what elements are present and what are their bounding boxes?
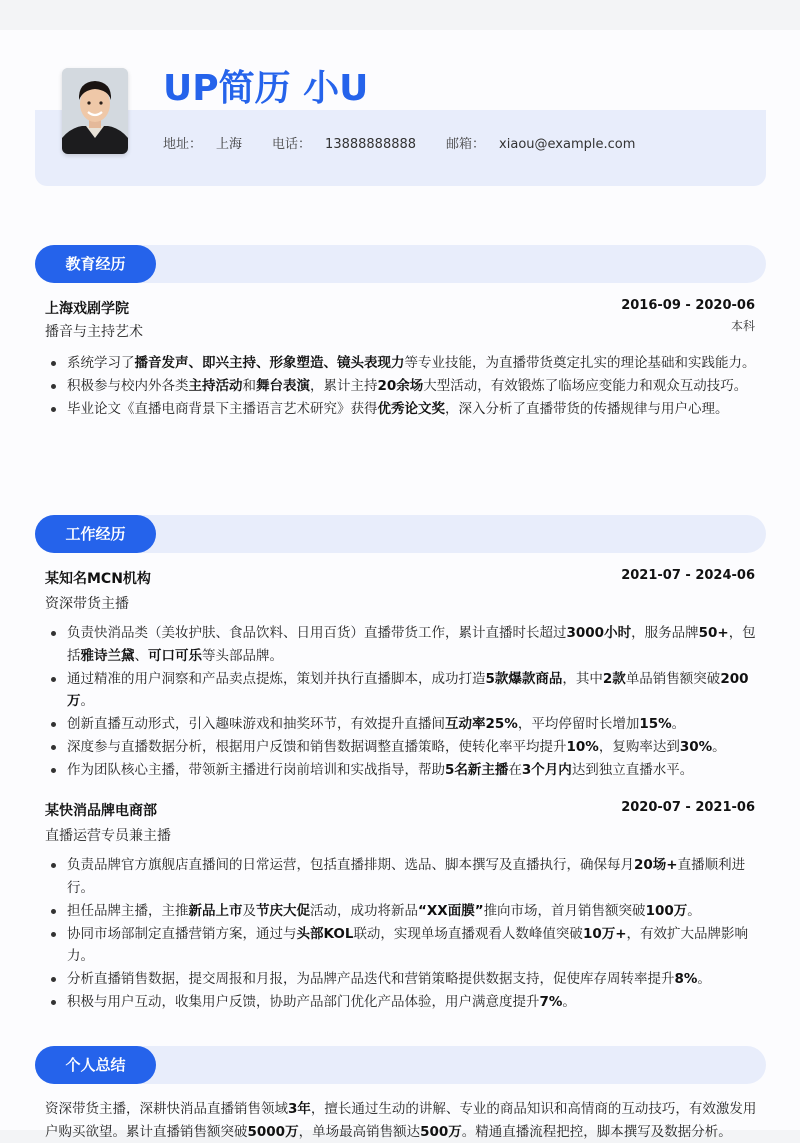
- body-text: ，复购率达到: [598, 739, 680, 755]
- bullet-item: [45, 375, 757, 398]
- bullet-item: [45, 968, 757, 991]
- body-text: 担任品牌主播，主推: [67, 902, 189, 919]
- phone-label: 电话：: [272, 137, 312, 152]
- bullet-item: [45, 352, 757, 375]
- highlight-text: 10%: [566, 739, 599, 755]
- body-text: 系统学习了: [67, 355, 135, 371]
- highlight-text: 舞台表演: [256, 378, 310, 394]
- body-text: 、: [134, 647, 148, 664]
- contact-info: [163, 133, 635, 152]
- body-text: 通过精准的用户洞察和产品卖点提炼，策划并执行直播脚本，成功打造: [67, 670, 486, 687]
- highlight-text: 5款爆款商品: [485, 670, 563, 687]
- body-text: 分析直播销售数据，提交周报和月报，为品牌产品迭代和营销策略提供数据支持，促使库存周转率提升: [67, 971, 675, 987]
- body-text: ，深入分析了直播带货的传播规律与用户心理。: [445, 401, 729, 417]
- highlight-text: 10万+: [582, 925, 627, 942]
- body-text: 及: [242, 902, 256, 919]
- highlight-text: 互动率25%: [445, 716, 518, 732]
- body-text: 负责品牌官方旗舰店直播间的日常运营，包括直播排期、选品、脚本撰写及直播执行，确保每月: [67, 857, 634, 873]
- highlight-text: 8%: [674, 971, 698, 987]
- body-text: 。精通直播流程把控，脚本撰写及数据分析。: [461, 1123, 732, 1140]
- job-date: 2021-07 - 2024-06: [621, 568, 755, 583]
- body-text: 等专业技能，为直播带货奠定扎实的理论基础和实践能力。: [404, 355, 756, 371]
- highlight-text: 3个月内: [521, 762, 572, 778]
- job-date: 2020-07 - 2021-06: [621, 800, 755, 815]
- highlight-text: 100万: [645, 902, 688, 919]
- highlight-text: 3年: [288, 1101, 311, 1117]
- body-text: 直播顺利进行。: [67, 857, 746, 896]
- body-text: 等头部品牌。: [202, 647, 283, 664]
- bullet-item: [45, 923, 757, 968]
- job-role: 直播运营专员兼主播: [45, 828, 171, 844]
- body-text: 联动，实现单场直播观看人数峰值突破: [353, 925, 583, 942]
- body-text: 和: [242, 378, 256, 394]
- email-value: xiaou@example.com: [499, 137, 636, 152]
- job-bullets: [45, 854, 757, 1014]
- job-company: 某快消品牌电商部: [45, 803, 157, 819]
- avatar: [62, 68, 128, 154]
- bullet-item: [45, 622, 757, 667]
- body-text: 达到独立直播水平。: [571, 762, 694, 778]
- body-text: 积极与用户互动，收集用户反馈，协助产品部门优化产品体验，用户满意度提升: [67, 994, 540, 1010]
- body-text: 大型活动，有效锻炼了临场应变能力和观众互动技巧。: [423, 378, 748, 394]
- body-text: 推向市场，首月销售额突破: [483, 902, 646, 919]
- summary-section-title: 个人总结: [35, 1046, 156, 1084]
- bullet-item: [45, 854, 757, 899]
- bullet-item: [45, 991, 757, 1014]
- highlight-text: 200万: [67, 670, 749, 709]
- address-value: 上海: [216, 137, 243, 152]
- highlight-text: 50+: [698, 625, 729, 641]
- highlight-text: 新品上市: [188, 902, 243, 919]
- body-text: 。: [687, 902, 701, 919]
- body-text: ，其中: [562, 670, 603, 687]
- body-text: 单品销售额突破: [625, 670, 721, 687]
- highlight-text: 2款: [602, 670, 626, 687]
- degree: 本科: [730, 319, 755, 333]
- job-bullets: [45, 622, 757, 782]
- education-section-title: 教育经历: [35, 245, 156, 283]
- highlight-text: 30%: [679, 739, 713, 755]
- avatar-photo-icon: [62, 68, 128, 154]
- job-company: 某知名MCN机构: [45, 571, 151, 587]
- body-text: 。: [80, 693, 94, 709]
- resume-name: UP简历 小U: [163, 68, 369, 109]
- body-text: 协同市场部制定直播营销方案，通过与: [67, 925, 297, 942]
- body-text: ，平均停留时长增加: [517, 716, 640, 732]
- body-text: ，单场最高销售额达: [298, 1123, 421, 1140]
- bullet-item: [45, 759, 757, 782]
- highlight-text: 优秀论文奖: [377, 401, 445, 417]
- highlight-text: 可口可乐: [148, 647, 202, 664]
- body-text: 积极参与校内外各类: [67, 378, 189, 394]
- body-text: 。: [697, 971, 711, 987]
- highlight-text: 播音发声、即兴主持、形象塑造、镜头表现力: [134, 355, 405, 371]
- education-section-header: [35, 245, 766, 283]
- highlight-text: 节庆大促: [256, 902, 310, 919]
- body-text: 。: [562, 994, 576, 1010]
- highlight-text: 500万: [420, 1123, 462, 1140]
- address-label: 地址：: [163, 137, 203, 152]
- work-section-header: [35, 515, 766, 553]
- highlight-text: 雅诗兰黛: [80, 647, 135, 664]
- bullet-item: [45, 736, 757, 759]
- body-text: 活动，成功将新品: [310, 902, 418, 919]
- highlight-text: 3000小时: [566, 625, 632, 641]
- body-text: 。: [671, 716, 686, 732]
- highlight-text: 5000万: [247, 1123, 299, 1140]
- bullet-item: [45, 668, 757, 713]
- school-name: 上海戏剧学院: [45, 301, 129, 317]
- highlight-text: 15%: [639, 716, 672, 732]
- body-text: 资深带货主播，深耕快消品直播销售领域: [45, 1101, 288, 1117]
- bullet-item: [45, 713, 757, 736]
- highlight-text: 20余场: [377, 378, 424, 394]
- bullet-item: [45, 900, 757, 923]
- highlight-text: 7%: [539, 994, 563, 1010]
- body-text: 负责快消品类（美妆护肤、食品饮料、日用百货）直播带货工作，累计直播时长超过: [67, 625, 567, 641]
- highlight-text: 头部KOL: [296, 925, 354, 942]
- highlight-text: 5名新主播: [445, 762, 509, 778]
- body-text: ，有效扩大品牌影响力。: [67, 925, 749, 964]
- phone-value: 13888888888: [325, 137, 417, 152]
- education-bullets: [45, 352, 757, 421]
- summary-section-header: [35, 1046, 766, 1084]
- body-text: 。: [712, 739, 726, 755]
- body-text: 创新直播互动形式，引入趣味游戏和抽奖环节，有效提升直播间: [67, 716, 445, 732]
- body-text: ，累计主持: [310, 378, 378, 394]
- highlight-text: 主持活动: [188, 378, 243, 394]
- summary-text: [45, 1098, 757, 1143]
- major: 播音与主持艺术: [45, 324, 143, 340]
- highlight-text: “XX面膜”: [418, 902, 484, 919]
- work-section-title: 工作经历: [35, 515, 156, 553]
- body-text: 深度参与直播数据分析，根据用户反馈和销售数据调整直播策略，使转化率平均提升: [67, 739, 567, 755]
- education-date: 2016-09 - 2020-06: [621, 298, 755, 313]
- job-role: 资深带货主播: [45, 596, 129, 612]
- body-text: ，擅长通过生动的讲解、专业的商品知识和高情商的互动技巧，有效激发用户购买欲望。累计直播销售额突破: [45, 1101, 757, 1140]
- body-text: 毕业论文《直播电商背景下主播语言艺术研究》获得: [67, 401, 378, 417]
- body-text: 作为团队核心主播，带领新主播进行岗前培训和实战指导，帮助: [67, 762, 445, 778]
- email-label: 邮箱：: [446, 137, 486, 152]
- bullet-item: [45, 398, 757, 421]
- body-text: 在: [508, 762, 522, 778]
- body-text: ，服务品牌: [631, 625, 699, 641]
- highlight-text: 20场+: [634, 857, 678, 873]
- body-text: ，包括: [67, 625, 756, 664]
